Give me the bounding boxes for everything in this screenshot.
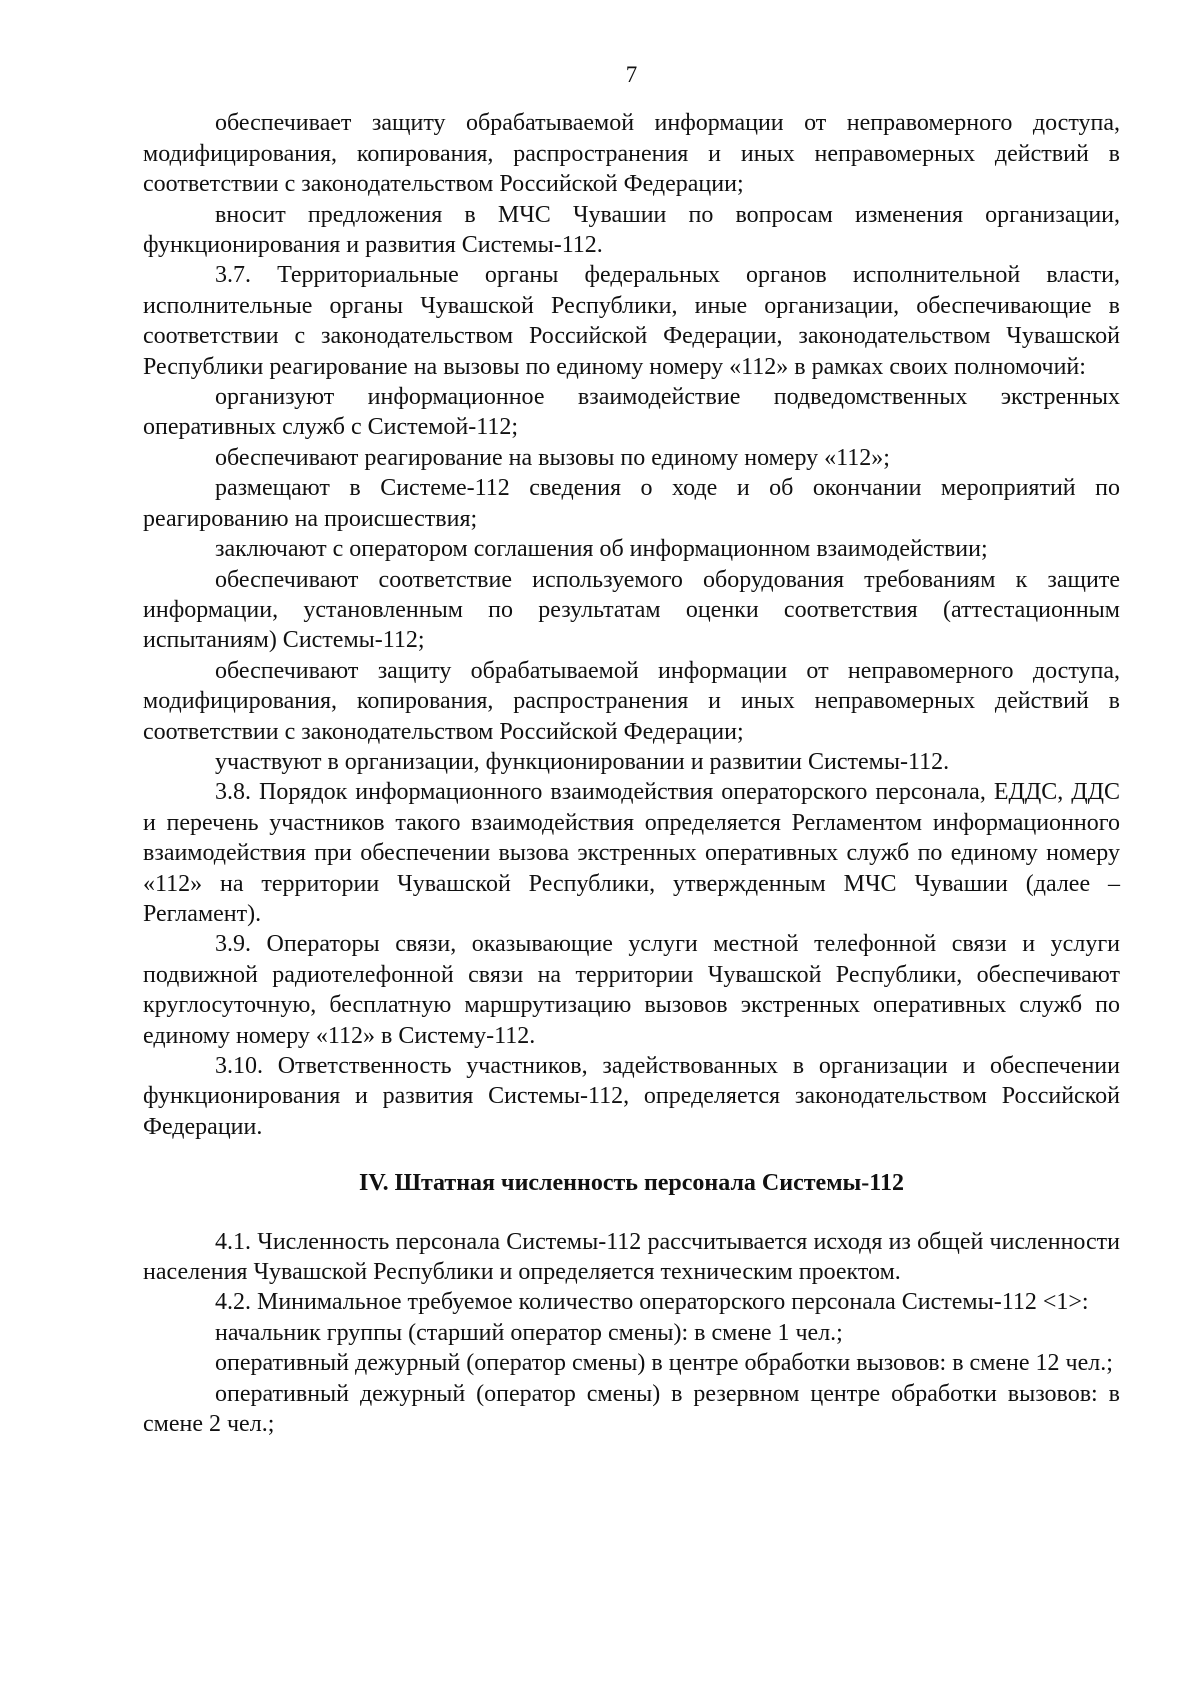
paragraph: организуют информационное взаимодействие подведомственных экстренных оперативных служб с Системой-112; [143, 384, 1120, 441]
document-page [143, 60, 1120, 1439]
paragraph: обеспечивает защиту обрабатываемой информации от неправомерного доступа, модифицирования, копирования, распространения и иных неправомерных действий в соответствии с законодательством Российской Федерации; [143, 110, 1120, 198]
section-heading: IV. Штатная численность персонала Системы-112 [359, 1170, 904, 1197]
list-item: начальник группы (старший оператор смены): в смене 1 чел.; [215, 1319, 843, 1346]
paragraph: обеспечивают реагирование на вызовы по единому номеру «112»; [215, 444, 890, 471]
paragraph: заключают с оператором соглашения об информационном взаимодействии; [215, 536, 988, 563]
paragraph-3-7: 3.7. Территориальные органы федеральных органов исполнительной власти, исполнительные органы Чувашской Республики, иные организации, обеспечивающие в соответствии с законодательством Российской Федерации, законодательством Чувашской Республики реагирование на вызовы по единому номеру «112» в рамках своих полномочий: [143, 262, 1120, 380]
list-item: оперативный дежурный (оператор смены) в центре обработки вызовов: в смене 12 чел.; [215, 1350, 1113, 1377]
paragraph: вносит предложения в МЧС Чувашии по вопросам изменения организации, функционирования и развития Системы-112. [143, 201, 1120, 259]
paragraph-4-2: 4.2. Минимальное требуемое количество операторского персонала Системы-112 <1>: [215, 1289, 1089, 1316]
paragraph-3-9: 3.9. Операторы связи, оказывающие услуги местной телефонной связи и услуги подвижной радиотелефонной связи на территории Чувашской Республики, обеспечивают круглосуточную, бесплатную маршрутизацию вызовов экстренных оперативных служб по единому номеру «112» в Систему-112. [143, 931, 1120, 1049]
paragraph: участвуют в организации, функционировании и развитии Системы-112. [215, 748, 950, 775]
paragraph: размещают в Системе-112 сведения о ходе и об окончании мероприятий по реагированию на происшествия; [143, 475, 1120, 532]
paragraph-3-10: 3.10. Ответственность участников, задействованных в организации и обеспечении функционирования и развития Системы-112, определяется законодательством Российской Федерации. [143, 1053, 1120, 1140]
paragraph: обеспечивают защиту обрабатываемой информации от неправомерного доступа, модифицирования, копирования, распространения и иных неправомерных действий в соответствии с законодательством Российской Федерации; [143, 657, 1120, 745]
paragraph-3-8: 3.8. Порядок информационного взаимодействия операторского персонала, ЕДДС, ДДС и перечень участников такого взаимодействия определяется Регламентом информационного взаимодействия при обеспечении вызова экстренных оперативных служб по единому номеру «112» на территории Чувашской Республики, утвержденным МЧС Чувашии (далее – Регламент). [143, 779, 1120, 927]
page-number: 7 [625, 62, 638, 87]
paragraph: обеспечивают соответствие используемого оборудования требованиям к защите информации, установленным по результатам оценки соответствия (аттестационным испытаниям) Системы-112; [143, 566, 1120, 654]
paragraph-4-1: 4.1. Численность персонала Системы-112 рассчитывается исходя из общей численности населения Чувашской Республики и определяется техническим проектом. [143, 1228, 1120, 1286]
list-item: оперативный дежурный (оператор смены) в резервном центре обработки вызовов: в смене 2 чел.; [143, 1380, 1120, 1438]
